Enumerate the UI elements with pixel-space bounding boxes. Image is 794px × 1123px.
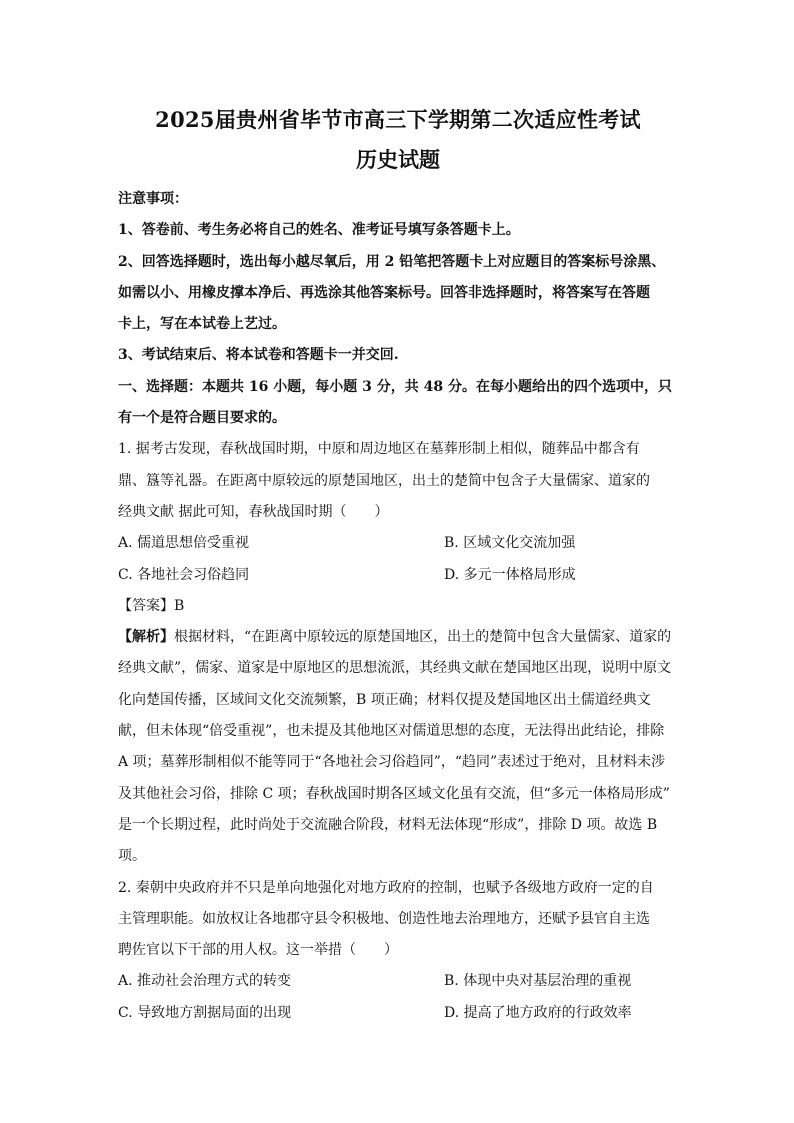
note-item-1: 1、答卷前、考生务必将自己的姓名、准考证号填写条答题卡上。 [118, 222, 520, 239]
q1-analysis-line-1 [118, 622, 678, 653]
q1-options-row-2 [118, 560, 678, 591]
section-heading [118, 372, 678, 435]
notes-heading: 注意事项： [118, 191, 188, 207]
note-item-2-line-2: 如需以小、用橡皮撑本净后、再选涂其他答案标号。回答非选择题时，将答案写在答题 [118, 284, 650, 301]
question-1 [118, 434, 678, 872]
note-item-2-line-1: 2、回答选择题时，选出每小越尽氧后，用 2 铅笔把答题卡上对应题目的答案标号涂黑、 [118, 253, 666, 270]
q1-stem-line-3: 经典文献 据此可知，春秋战国时期（ ） [118, 503, 389, 520]
q2-stem-line-1: 2. 秦朝中央政府并不只是单向地强化对地方政府的控制，也赋予各级地方政府一定的自 [118, 879, 654, 896]
question-2 [118, 873, 678, 1029]
q2-option-b: B. 体现中央对基层治理的重视 [444, 973, 632, 990]
q1-analysis-line-5: A 项；墓葬形制相似不能等同于“各地社会习俗趋同”，“趋同”表述过于绝对，且材料未涉 [118, 754, 666, 771]
note-item-2-line-3: 卡上，写在本试卷上艺过。 [118, 316, 286, 333]
q1-options-row-1 [118, 528, 678, 559]
q1-analysis-line-8: 项。 [118, 848, 146, 865]
q1-analysis-text-1: 根据材料，“在距离中原较远的原楚国地区，出土的楚简中包含大量儒家、道家的 [174, 629, 672, 646]
exam-title: 2025届贵州省毕节市高三下学期第二次适应性考试 [155, 107, 641, 132]
q1-option-b: B. 区域文化交流加强 [444, 535, 576, 552]
note-item-3: 3、考试结束后、将本试卷和答题卡一并交回. [118, 347, 399, 364]
q2-option-d: D. 提高了地方政府的行政效率 [444, 1004, 632, 1021]
q1-stem-line-1: 1. 据考古发现，春秋战国时期，中原和周边地区在墓葬形制上相似，随葬品中都含有 [118, 441, 640, 458]
q2-stem-line-3: 聘佐官以下干部的用人权。这一举措（ ） [118, 942, 398, 959]
q1-option-d: D. 多元一体格局形成 [444, 566, 576, 583]
exam-subtitle: 历史试题 [356, 147, 440, 172]
notes-section [118, 184, 678, 372]
exam-page [118, 96, 678, 1029]
section-heading-line-2: 有一个是符合题目要求的。 [118, 410, 286, 427]
q2-stem-line-2: 主管理职能。如放权让各地郡守县令积极地、创造性地去治理地方，还赋予县官自主选 [118, 910, 650, 927]
q1-analysis-line-7: 是一个长期过程，此时尚处于交流融合阶段，材料无法体现“形成”，排除 D 项。故选 B [118, 816, 658, 833]
section-heading-line-1: 一、选择题：本题共 16 小题，每小题 3 分，共 48 分。在每小题给出的四个选项中，只 [118, 378, 672, 395]
q1-stem-line-2: 鼎、簋等礼器。在距离中原较远的原楚国地区，出土的楚简中包含子大量儒家、道家的 [118, 472, 650, 489]
q1-option-a: A. 儒道思想倍受重视 [118, 535, 250, 552]
q2-option-a: A. 推动社会治理方式的转变 [118, 973, 292, 990]
q1-analysis-line-4: 献，但未体现“倍受重视”，也未提及其他地区对儒道思想的态度，无法得出此结论，排除 [118, 723, 665, 740]
q1-analysis-line-6: 及其他社会习俗，排除 C 项；春秋战国时期各区域文化虽有交流，但“多元一体格局形成” [118, 785, 670, 802]
q1-answer: 【答案】B [118, 597, 185, 614]
q1-analysis-line-3: 化向楚国传播，区域间文化交流频繁，B 项正确；材料仅提及楚国地区出土儒道经典文 [118, 691, 651, 708]
q2-options-row-1 [118, 966, 678, 997]
q2-options-row-2 [118, 998, 678, 1029]
q1-analysis-line-2: 经典文献”，儒家、道家是中原地区的思想流派，其经典文献在楚国地区出现，说明中原文 [118, 660, 672, 677]
q2-option-c: C. 导致地方割据局面的出现 [118, 1004, 292, 1021]
q1-analysis-label: 【解析】 [118, 629, 174, 646]
q1-option-c: C. 各地社会习俗趋同 [118, 566, 250, 583]
